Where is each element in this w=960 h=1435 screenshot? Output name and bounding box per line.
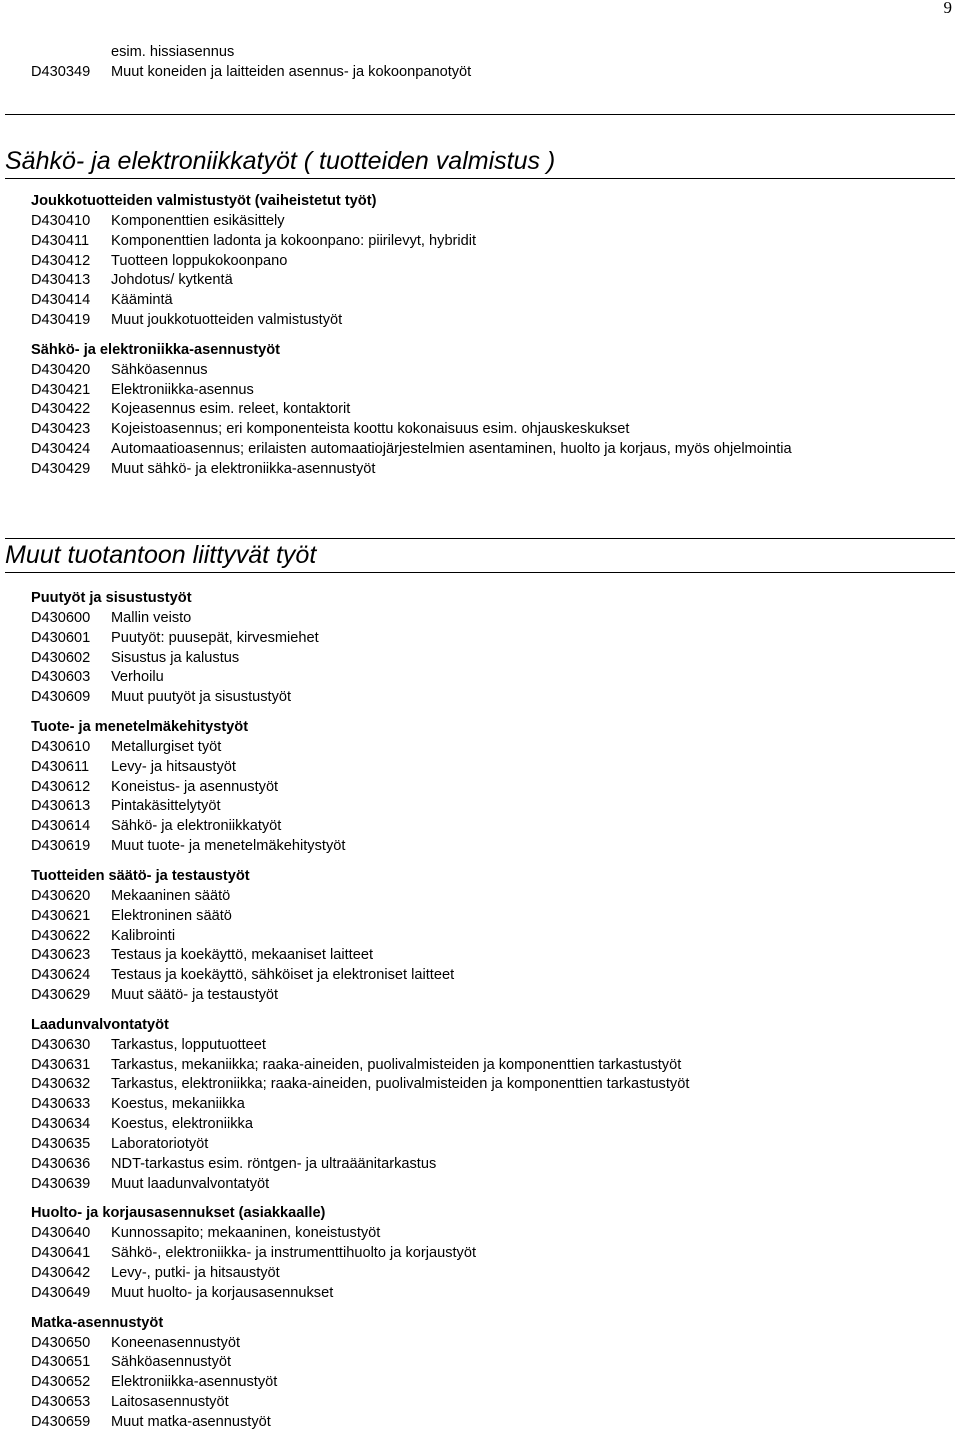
code: D430421: [31, 381, 91, 398]
code: D430630: [31, 1036, 91, 1053]
code: D430635: [31, 1135, 91, 1152]
group-heading: Laadunvalvontatyöt: [31, 1016, 169, 1033]
code: D430612: [31, 778, 91, 795]
code-row: [31, 629, 689, 649]
code-row: [31, 738, 689, 758]
description: Elektroninen säätö: [111, 907, 232, 924]
code-row: [31, 291, 792, 311]
description: Levy-, putki- ja hitsaustyöt: [111, 1265, 280, 1281]
description: Kojeasennus esim. releet, kontaktorit: [111, 401, 351, 418]
code-row: [31, 1115, 689, 1135]
code-row: [31, 986, 689, 1006]
page-number: 9: [943, 0, 952, 17]
code-row: [31, 649, 689, 669]
code: D430423: [31, 421, 91, 438]
description: Muut huolto- ja korjausasennukset: [111, 1284, 334, 1301]
code-group: [31, 1204, 689, 1303]
description: Sähköasennustyöt: [111, 1354, 232, 1371]
code-row: [31, 1056, 689, 1076]
code: D430629: [31, 987, 91, 1004]
code: D430652: [31, 1374, 91, 1391]
code: D430620: [31, 887, 91, 904]
code: D430649: [31, 1284, 91, 1301]
code-group: [31, 718, 689, 857]
code: D430640: [31, 1225, 91, 1242]
code-row: [31, 1175, 689, 1195]
code: D430412: [31, 252, 91, 269]
code-row: [31, 311, 792, 331]
description: Tuotteen loppukokoonpano: [111, 252, 288, 269]
code-group: [31, 341, 792, 480]
description: Metallurgiset työt: [111, 738, 222, 755]
code-row: [31, 946, 689, 966]
description: Laitosasennustyöt: [111, 1394, 229, 1411]
description: Mekaaninen säätö: [111, 887, 231, 904]
code-row: [31, 1334, 689, 1354]
description: Elektroniikka-asennustyöt: [111, 1374, 278, 1391]
code-row: [31, 927, 689, 947]
description: Tarkastus, lopputuotteet: [111, 1036, 266, 1053]
description: Sisustus ja kalustus: [111, 649, 240, 666]
code-row: [31, 440, 792, 460]
code-row: [31, 1224, 689, 1244]
code-row: [31, 361, 792, 381]
group-heading: Matka-asennustyöt: [31, 1314, 164, 1331]
group-heading: Joukkotuotteiden valmistustyöt (vaiheistetut työt): [31, 193, 377, 209]
code: D430650: [31, 1334, 91, 1351]
code-row: [31, 778, 689, 798]
code-row: [31, 966, 689, 986]
description: Johdotus/ kytkentä: [111, 272, 233, 289]
code: D430623: [31, 947, 91, 964]
code-row: [31, 907, 689, 927]
group-heading: Puutyöt ja sisustustyöt: [31, 590, 192, 606]
intro-rows: [31, 63, 471, 83]
code: D430424: [31, 441, 91, 458]
code: D430633: [31, 1096, 91, 1113]
description: Muut sähkö- ja elektroniikka-asennustyöt: [111, 460, 376, 477]
code-row: [31, 887, 689, 907]
description: Muut laadunvalvontatyöt: [111, 1175, 270, 1192]
code-row: [31, 232, 792, 252]
group-heading: Tuotteiden säätö- ja testaustyöt: [31, 867, 250, 884]
code-group: [31, 192, 792, 331]
description: Muut joukkotuotteiden valmistustyöt: [111, 312, 343, 329]
code: D430642: [31, 1265, 91, 1281]
code: D430631: [31, 1056, 91, 1073]
code: D430634: [31, 1116, 91, 1133]
code-row: [31, 1284, 689, 1304]
code: D430601: [31, 629, 91, 646]
code-row: [31, 1095, 689, 1115]
description: Koneistus- ja asennustyöt: [111, 778, 279, 795]
description: Elektroniikka-asennus: [111, 381, 254, 398]
code-row: [31, 1135, 689, 1155]
code-row: [31, 758, 689, 778]
group-heading: Tuote- ja menetelmäkehitystyöt: [31, 719, 249, 736]
description: Komponenttien ladonta ja kokoonpano: piirilevyt, hybridit: [111, 232, 477, 249]
description: Sähkö-, elektroniikka- ja instrumenttihuolto ja korjaustyöt: [111, 1245, 477, 1262]
section2-groups: [31, 589, 689, 1433]
code-row: [31, 1036, 689, 1056]
description: Sähköasennus: [111, 361, 208, 378]
code-row: [31, 420, 792, 440]
section1-groups: [31, 192, 792, 480]
description: Koneenasennustyöt: [111, 1334, 241, 1351]
group-heading: Huolto- ja korjausasennukset (asiakkaalle): [31, 1205, 326, 1222]
code-row: [31, 381, 792, 401]
code-row: [31, 668, 689, 688]
section-rule: [5, 538, 955, 539]
code: D430603: [31, 669, 91, 686]
code: D430429: [31, 460, 91, 477]
description: Komponenttien esikäsittely: [111, 212, 285, 229]
description: Testaus ja koekäyttö, sähköiset ja elektroniset laitteet: [111, 967, 455, 984]
description: NDT-tarkastus esim. röntgen- ja ultraäänitarkastus: [111, 1155, 437, 1172]
code-row: [31, 212, 792, 232]
code: D430420: [31, 361, 91, 378]
description: Automaatioasennus; erilaisten automaatiojärjestelmien asentaminen, huolto ja korjaus, myös ohjelmointia: [111, 441, 792, 458]
code: D430614: [31, 818, 91, 835]
description: Kunnossapito; mekaaninen, koneistustyöt: [111, 1225, 381, 1242]
description: Puutyöt: puusepät, kirvesmiehet: [111, 629, 319, 646]
code: D430639: [31, 1175, 91, 1192]
code-row: [31, 1353, 689, 1373]
code-row: [31, 460, 792, 480]
code: D430414: [31, 292, 91, 309]
code-group: [31, 1016, 689, 1195]
code: D430641: [31, 1245, 91, 1262]
code: D430632: [31, 1076, 91, 1093]
section-title: Sähkö- ja elektroniikkatyöt ( tuotteiden valmistus ): [5, 146, 955, 179]
code-row: [31, 63, 471, 83]
code: D430422: [31, 401, 91, 418]
code: D430602: [31, 649, 91, 666]
code-row: [31, 1373, 689, 1393]
description: Tarkastus, mekaniikka; raaka-aineiden, puolivalmisteiden ja komponenttien tarkastustyöt: [111, 1056, 682, 1073]
continuation-text: esim. hissiasennus: [111, 44, 235, 60]
code: D430609: [31, 689, 91, 706]
description: Koestus, mekaniikka: [111, 1096, 245, 1113]
code-row: [31, 1155, 689, 1175]
description: Muut puutyöt ja sisustustyöt: [111, 689, 292, 706]
code-row: [31, 1264, 689, 1284]
code-row: [31, 688, 689, 708]
description: Testaus ja koekäyttö, mekaaniset laitteet: [111, 947, 374, 964]
description: Muut tuote- ja menetelmäkehitystyöt: [111, 838, 346, 855]
description: Pintakäsittelytyöt: [111, 798, 221, 815]
code: D430613: [31, 798, 91, 815]
section-rule: [5, 114, 955, 115]
code: D430624: [31, 967, 91, 984]
code-row: [31, 1244, 689, 1264]
code: D430413: [31, 272, 91, 289]
code: D430349: [31, 63, 91, 80]
code: D430619: [31, 838, 91, 855]
description: Tarkastus, elektroniikka; raaka-aineiden, puolivalmisteiden ja komponenttien tarkastustyöt: [111, 1076, 690, 1093]
intro-block: [31, 43, 471, 83]
code: D430621: [31, 907, 91, 924]
code: D430419: [31, 312, 91, 329]
description: Kojeistoasennus; eri komponenteista koottu kokonaisuus esim. ohjauskeskukset: [111, 421, 630, 438]
section-title: Muut tuotantoon liittyvät työt: [5, 540, 955, 573]
code-row: [31, 1075, 689, 1095]
code-group: [31, 1314, 689, 1433]
code-row: [31, 252, 792, 272]
description: Verhoilu: [111, 669, 164, 686]
description: Käämintä: [111, 292, 173, 309]
code: D430611: [31, 758, 90, 775]
code: D430411: [31, 232, 90, 249]
code-group: [31, 867, 689, 1006]
code: D430659: [31, 1413, 91, 1430]
code-row: [31, 1413, 689, 1433]
code: D430622: [31, 927, 91, 944]
code-group: [31, 589, 689, 708]
code-row: [31, 271, 792, 291]
code: D430636: [31, 1155, 91, 1172]
description: Levy- ja hitsaustyöt: [111, 758, 236, 775]
description: Laboratoriotyöt: [111, 1135, 209, 1152]
code-row: [31, 797, 689, 817]
description: Koestus, elektroniikka: [111, 1116, 253, 1133]
group-heading: Sähkö- ja elektroniikka-asennustyöt: [31, 341, 280, 358]
description: Muut matka-asennustyöt: [111, 1413, 271, 1430]
description: Mallin veisto: [111, 609, 192, 626]
code: D430651: [31, 1354, 91, 1371]
code: D430410: [31, 212, 91, 229]
description: Sähkö- ja elektroniikkatyöt: [111, 818, 282, 835]
code-row: [31, 609, 689, 629]
code: D430653: [31, 1394, 91, 1411]
description: Muut säätö- ja testaustyöt: [111, 987, 279, 1004]
code: D430610: [31, 738, 91, 755]
code-row: [31, 817, 689, 837]
code-row: [31, 1393, 689, 1413]
code: D430600: [31, 609, 91, 626]
description: Muut koneiden ja laitteiden asennus- ja kokoonpanotyöt: [111, 63, 472, 80]
code-row: [31, 400, 792, 420]
description: Kalibrointi: [111, 927, 176, 944]
code-row: [31, 837, 689, 857]
